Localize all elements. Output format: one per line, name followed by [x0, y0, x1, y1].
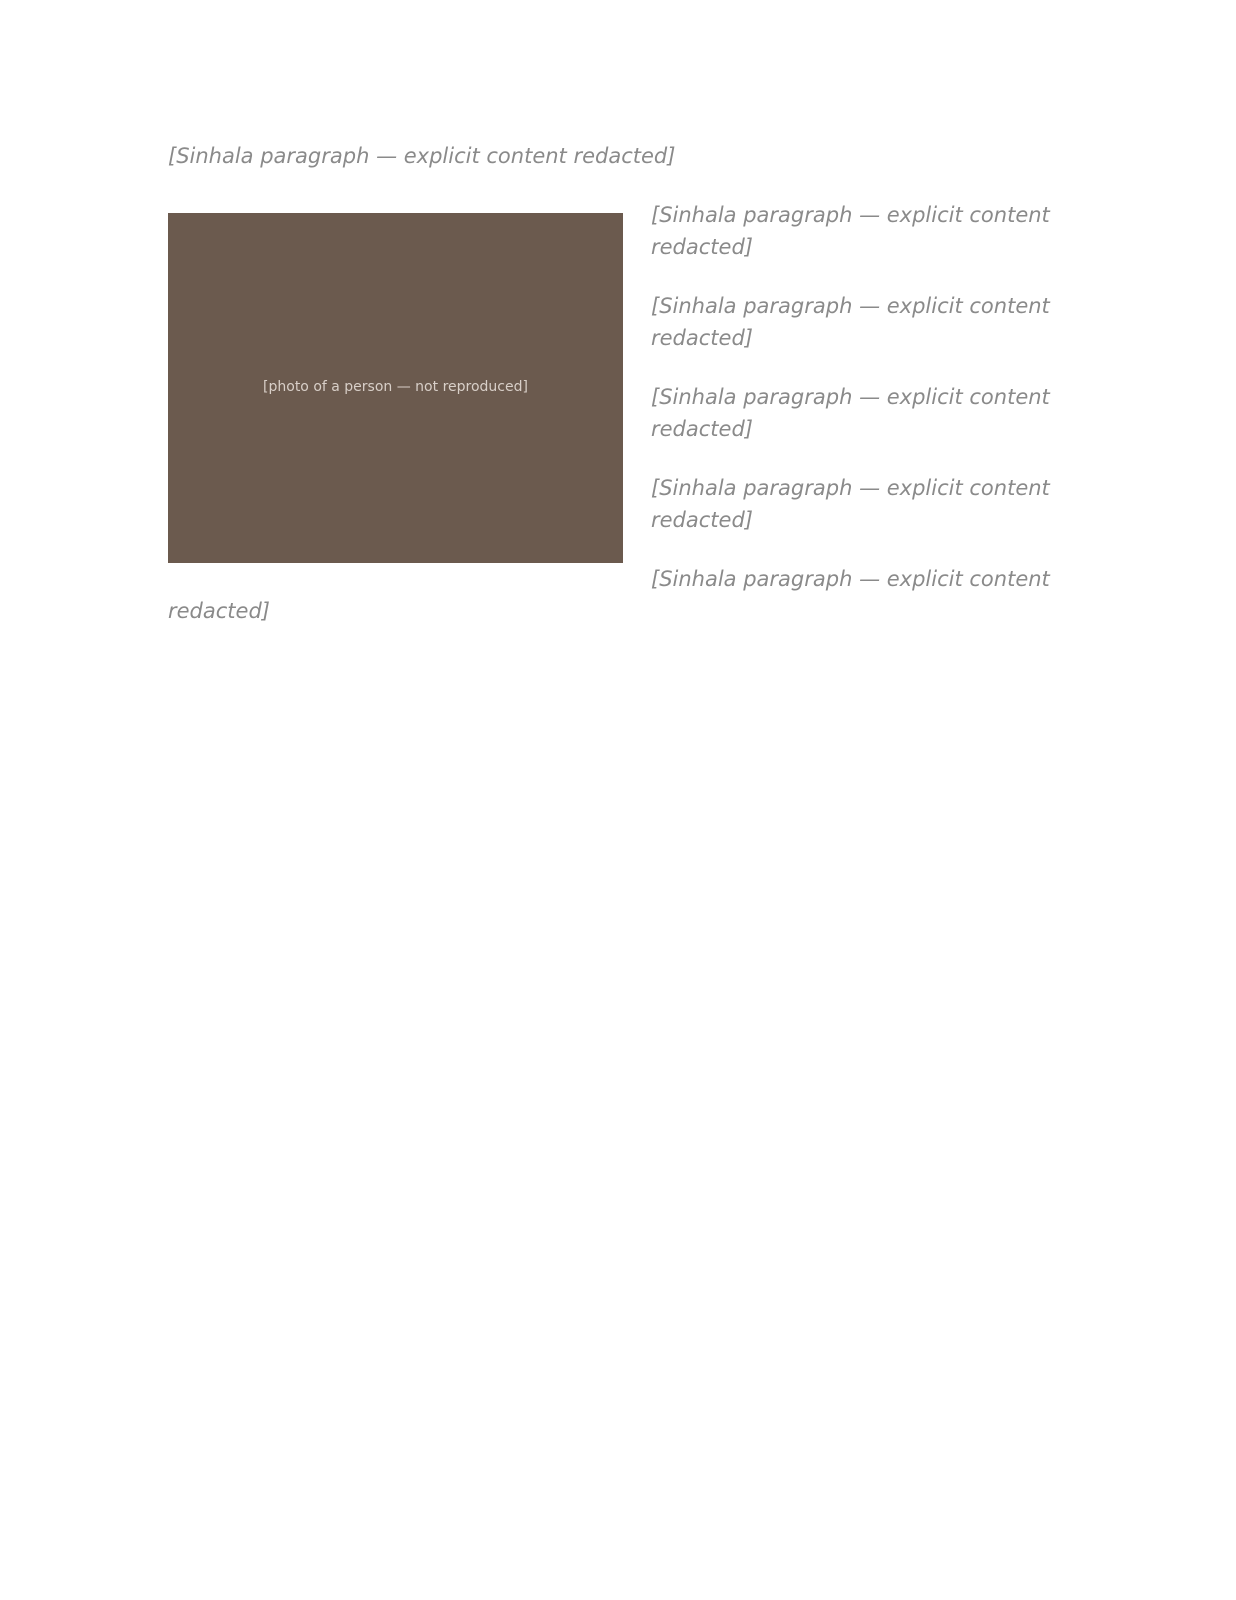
- paragraph: [Sinhala paragraph — explicit content redacted]: [168, 144, 676, 168]
- paragraph: [Sinhala paragraph — explicit content redacted]: [651, 202, 1050, 260]
- inline-photo: [photo of a person — not reproduced]: [168, 213, 623, 563]
- paragraph: [Sinhala paragraph — explicit content redacted]: [651, 384, 1050, 442]
- paragraph: [Sinhala paragraph — explicit content redacted]: [651, 475, 1050, 533]
- paragraph: [Sinhala paragraph — explicit content redacted]: [651, 293, 1050, 351]
- paragraph: [Sinhala paragraph — explicit content redacted]: [168, 566, 1050, 624]
- document-body: [168, 140, 1073, 654]
